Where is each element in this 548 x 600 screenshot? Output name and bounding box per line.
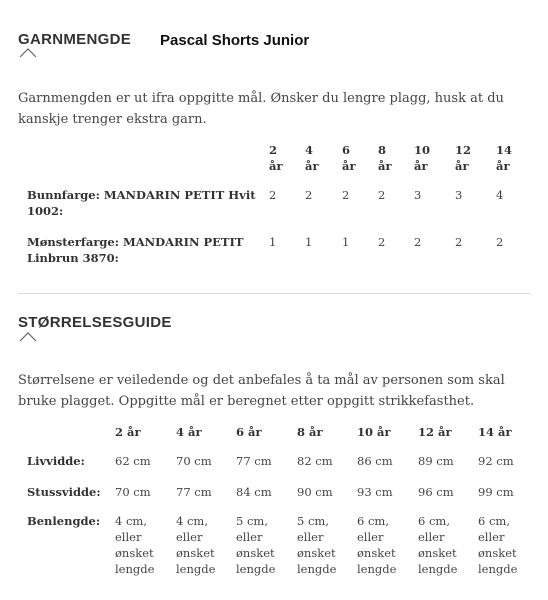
yarn-value: 2 (378, 235, 386, 249)
size-header: 8 år (297, 425, 323, 439)
measure-row-label: Livvidde: (27, 454, 85, 468)
size-guide-intro-text: Størrelsene er veiledende og det anbefales å ta mål av personen som skal bruke plagget. Oppgitte mål er beregnet etter oppgitt strikkefasthet. (18, 373, 505, 409)
measure-value: 82 cm (297, 454, 333, 468)
measure-value: 96 cm (418, 485, 454, 499)
yarn-intro-text: Garnmengden er ut ifra oppgitte mål. Ønsker du lengre plagg, husk at du kanskje trenger ekstra garn. (18, 91, 504, 127)
measure-value: 86 cm (357, 454, 393, 468)
yarn-row-label: Bunnfarge: MANDARIN PETIT Hvit 1002: (27, 188, 256, 218)
yarn-value: 4 (496, 188, 504, 202)
yarn-value: 2 (414, 235, 422, 249)
measure-value: 62 cm (115, 454, 151, 468)
measure-value: 70 cm (115, 485, 151, 499)
measure-value: 99 cm (478, 485, 514, 499)
measure-value: 93 cm (357, 485, 393, 499)
yarn-size-header: 14 år (496, 143, 513, 173)
chevron-up-icon[interactable] (19, 332, 37, 342)
yarn-row-label: Mønsterfarge: MANDARIN PETIT Linbrun 3870: (27, 235, 244, 265)
product-title: Pascal Shorts Junior (160, 32, 310, 49)
measure-value: 6 cm, eller ønsket lengde (357, 514, 397, 576)
measure-value: 5 cm, eller ønsket lengde (236, 514, 276, 576)
size-header: 4 år (176, 425, 202, 439)
chevron-up-icon[interactable] (19, 48, 37, 58)
yarn-size-header: 10 år (414, 143, 431, 173)
size-header: 6 år (236, 425, 262, 439)
yarn-size-header: 8 år (378, 143, 392, 173)
yarn-size-header: 4 år (305, 143, 319, 173)
yarn-value: 3 (455, 188, 463, 202)
yarn-section-heading[interactable]: GARNMENGDE (18, 31, 132, 48)
measure-value: 4 cm, eller ønsket lengde (115, 514, 155, 576)
measure-value: 89 cm (418, 454, 454, 468)
measure-value: 6 cm, eller ønsket lengde (478, 514, 518, 576)
measure-value: 90 cm (297, 485, 333, 499)
yarn-value: 3 (414, 188, 422, 202)
yarn-value: 2 (342, 188, 350, 202)
measure-value: 92 cm (478, 454, 514, 468)
yarn-value: 2 (269, 188, 277, 202)
measure-value: 77 cm (236, 454, 272, 468)
yarn-size-header: 2 år (269, 143, 283, 173)
size-header: 12 år (418, 425, 452, 439)
yarn-value: 2 (378, 188, 386, 202)
size-guide-heading[interactable]: STØRRELSESGUIDE (18, 314, 172, 331)
section-divider (18, 293, 530, 294)
measure-value: 84 cm (236, 485, 272, 499)
measure-value: 5 cm, eller ønsket lengde (297, 514, 337, 576)
yarn-value: 1 (342, 235, 350, 249)
yarn-value: 1 (305, 235, 313, 249)
measure-value: 6 cm, eller ønsket lengde (418, 514, 458, 576)
measure-value: 4 cm, eller ønsket lengde (176, 514, 216, 576)
yarn-value: 2 (455, 235, 463, 249)
measure-value: 77 cm (176, 485, 212, 499)
yarn-value: 1 (269, 235, 277, 249)
measure-row-label: Benlengde: (27, 514, 101, 528)
size-header: 14 år (478, 425, 512, 439)
measure-row-label: Stussvidde: (27, 485, 101, 499)
yarn-size-header: 6 år (342, 143, 356, 173)
size-header: 10 år (357, 425, 391, 439)
yarn-size-header: 12 år (455, 143, 472, 173)
yarn-value: 2 (496, 235, 504, 249)
measure-value: 70 cm (176, 454, 212, 468)
yarn-value: 2 (305, 188, 313, 202)
size-header: 2 år (115, 425, 141, 439)
